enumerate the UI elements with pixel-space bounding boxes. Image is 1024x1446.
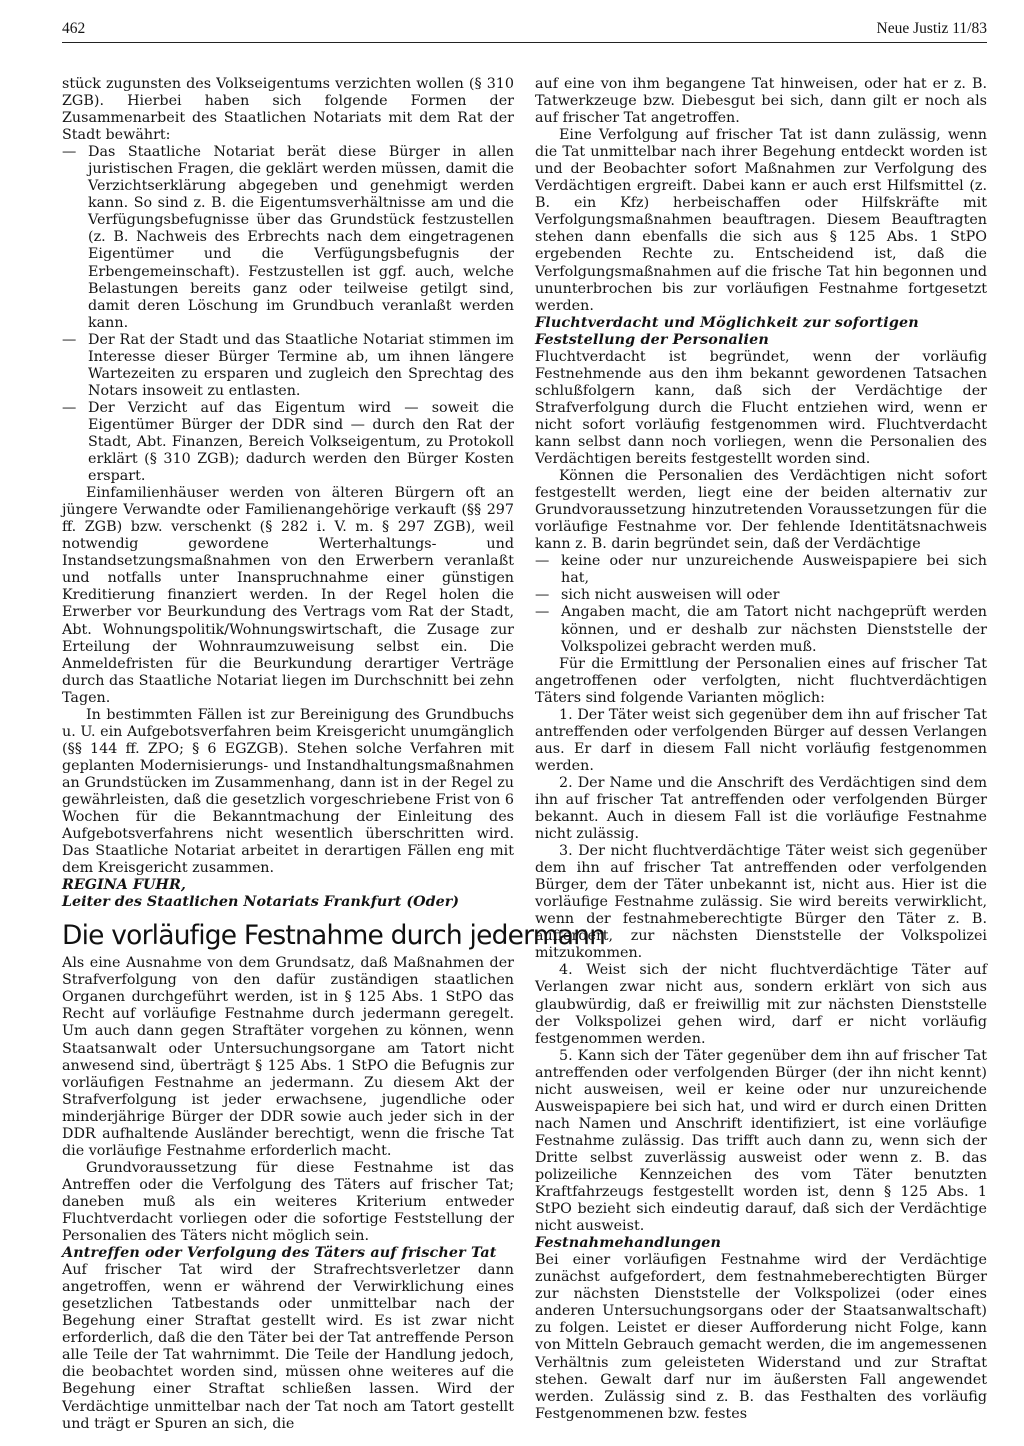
paragraph: Einfamilienhäuser werden von älteren Bürgern oft an jüngere Verwandte oder Familienangehörige verkauft (§§ 297 ff. ZGB) bzw. verschenkt (§ 282 i. V. m. § 297 ZGB), weil notwendig gewordene Werterhaltungs- und Instandsetzungsmaßnahmen von den Erwerbern veranlaßt und notfalls unter Inanspruchnahme einer günstigen Kreditierung finanziert werden. In der Regel holen die Erwerber vor Beurkundung des Vertrags vom Rat der Stadt, Abt. Wohnungspolitik/Wohnungswirtschaft, die Zusage zur Erteilung der Wohnraumzuweisung selbst ein. Die Anmeldefristen für die Beurkundung derartiger Verträge durch das Staatliche Notariat liegen im Durchschnitt bei zehn Tagen. (62, 485, 514, 706)
section-subheading: Festnahmehandlungen (535, 1235, 722, 1252)
paragraph: Können die Personalien des Verdächtigen nicht sofort festgestellt werden, liegt eine der beiden alternativ zur Grundvoraussetzung hinzutretenden Voraussetzungen für die vorläufige Festnahme vor. Der fehlende Identitätsnachweis kann z. B. darin begründet sein, daß der Verdächtige (535, 468, 987, 553)
dash-list-item (62, 400, 514, 485)
numbered-item: 2. Der Name und die Anschrift des Verdächtigen sind dem ihn auf frischer Tat antreffenden oder verfolgenden Bürger bekannt. Auch in diesem Fall ist die vorläufige Festnahme nicht zulässig. (535, 774, 987, 843)
numbered-item: 1. Der Täter weist sich gegenüber dem ihn auf frischer Tat antreffenden oder verfolgenden Bürger auf dessen Verlangen aus. Er darf in diesem Fall nicht vorläufig festgenommen werden. (535, 706, 987, 774)
left-column (62, 76, 606, 1433)
dash-item-text: Das Staatliche Notariat berät diese Bürger in allen juristischen Fragen, die geklärt werden müssen, damit die Verzichtserklärung abgegeben und genehmigt werden kann. So sind z. B. die Eigentumsverhältnisse am und die Verfügungsbefugnisse über das Grundstück festzustellen (z. B. Nachweis des Erbrechts nach dem eingetragenen Eigentümer und die Verfügungsbefugnis der Erbengemeinschaft). Festzustellen ist ggf. auch, welche Belastungen bereits ganz oder teilweise getilgt sind, damit deren Löschung im Grundbuch veranlaßt werden kann. (88, 144, 514, 331)
dash-list-item (535, 604, 987, 655)
numbered-item: 4. Weist sich der nicht fluchtverdächtige Täter auf Verlangen zwar nicht aus, sondern erklärt von sich aus glaubwürdig, daß er freiwillig mit zur nächsten Dienststelle der Volkspolizei gehen wird, darf er nicht vorläufig festgenommen werden. (535, 962, 987, 1047)
dash-item-text: Der Verzicht auf das Eigentum wird — soweit die Eigentümer Bürger der DDR sind — durch den Rat der Stadt, Abt. Finanzen, Bereich Volkseigentum, zu Protokoll erklärt (§ 310 ZGB); dadurch werden den Bürger Kosten erspart. (88, 399, 514, 485)
section-subheading: Fluchtverdacht und Möglichkeit zur sofortigen Feststellung der Personalien (535, 314, 919, 348)
dash-marker: — (62, 399, 77, 416)
numbered-item: 3. Der nicht fluchtverdächtige Täter weist sich gegenüber dem ihn auf frischer Tat antreffenden oder verfolgenden Bürger, dem der Täter unbekannt ist, nicht aus. Hier ist die vorläufige Festnahme zulässig. Sie wird bereits verwirklicht, wenn der festnahmeberechtigte Bürger den Täter z. B. auffordert, zur nächsten Dienststelle der Volkspolizei mitzukommen. (535, 843, 987, 962)
paragraph: auf eine von ihm begangene Tat hinweisen, oder hat er z. B. Tatwerkzeuge bzw. Diebesgut bei sich, dann gilt er noch als auf frischer Tat angetroffen. (535, 76, 987, 127)
numbered-item: 5. Kann sich der Täter gegenüber dem ihn auf frischer Tat antreffenden oder verfolgenden Bürger (der ihn nicht kennt) nicht ausweisen, weil er keine oder nur unzureichende Ausweispapiere bei sich hat, und wird er durch einen Dritten nach Namen und Anschrift identifiziert, ist eine vorläufige Festnahme zulässig. Das trifft auch dann zu, wenn sich der Dritte selbst zuverlässig ausweist oder wenn z. B. das polizeiliche Kennzeichen des vom Täter benutzten Kraftfahrzeugs festgestellt worden ist, denn § 125 Abs. 1 StPO bezieht sich eindeutig darauf, daß sich der Verdächtige nicht ausweist. (535, 1047, 987, 1235)
right-column (535, 76, 987, 1423)
paragraph: Fluchtverdacht ist begründet, wenn der vorläufig Festnehmende aus den ihm bekannt gewordenen Tatsachen schlußfolgern kann, daß sich der Verdächtige der Strafverfolgung durch die Flucht entziehen wird, wenn er nicht sofort vorläufig festgenommen wird. Fluchtverdacht kann selbst dann noch vorliegen, wenn die Personalien des Verdächtigen bereits festgestellt worden sind. (535, 348, 987, 468)
paragraph: Auf frischer Tat wird der Strafrechtsverletzer dann angetroffen, wenn er während der Verwirklichung eines gesetzlichen Tatbestands oder unmittelbar nach der Begehung einer Straftat gestellt wird. Es ist zwar nicht erforderlich, daß die den Täter bei der Tat antreffende Person alle Teile der Tat wahrnimmt. Die Teile der Handlung jedoch, die beobachtet worden sind, müssen ohne weiteres auf die Begehung einer Straftat schließen lassen. Wird der Verdächtige unmittelbar nach der Tat noch am Tatort gestellt und trägt er Spuren an sich, die (62, 1262, 514, 1432)
section-subheading: Antreffen oder Verfolgung des Täters auf frischer Tat (62, 1245, 497, 1262)
page-number: 462 (62, 20, 86, 37)
dash-marker: — (535, 604, 550, 621)
dash-marker: — (62, 331, 77, 348)
article-title: Die vorläufige Festnahme durch jedermann (62, 920, 606, 952)
dash-list-item (62, 332, 514, 400)
dash-list-item (62, 144, 514, 332)
dash-list-item (535, 587, 987, 604)
paragraph: Bei einer vorläufigen Festnahme wird der Verdächtige zunächst aufgefordert, dem festnahmeberechtigten Bürger zur nächsten Dienststelle der Volkspolizei (oder eines anderen Untersuchungsorgans oder der Staatsanwaltschaft) zu folgen. Leistet er dieser Aufforderung nicht Folge, kann von Mitteln Gebrauch gemacht werden, die im angemessenen Verhältnis zum geleisteten Widerstand und zur Straftat stehen. Gewalt darf nur im äußersten Fall angewendet werden. Zulässig sind z. B. das Festhalten des vorläufig Festgenommenen bzw. festes (535, 1252, 987, 1422)
paragraph: stück zugunsten des Volkseigentums verzichten wollen (§ 310 ZGB). Hierbei haben sich folgende Formen der Zusammenarbeit des Staatlichen Notariats mit dem Rat der Stadt bewährt: (62, 76, 514, 144)
dash-item-text: sich nicht ausweisen will oder (561, 587, 780, 604)
page-header (62, 12, 987, 38)
paragraph: Grundvoraussetzung für diese Festnahme ist das Antreffen oder die Verfolgung des Täters auf frischer Tat; daneben muß als ein weiteres Kriterium entweder Fluchtverdacht vorliegen oder die sofortige Feststellung der Personalien des Täters nicht möglich sein. (62, 1159, 514, 1245)
paragraph: Eine Verfolgung auf frischer Tat ist dann zulässig, wenn die Tat unmittelbar nach ihrer Begehung entdeckt worden ist und der Beobachter sofort Maßnahmen zur Verfolgung des Verdächtigen ergreift. Dabei kann er auch erst Hilfsmittel (z. B. ein Kfz) herbeischaffen oder Hilfskräfte mit Verfolgungsmaßnahmen beauftragen. Diesem Beauftragten stehen dann ebenfalls die sich aus § 125 Abs. 1 StPO ergebenden Rechte zu. Entscheidend ist, daß die Verfolgungsmaßnahmen auf die frische Tat hin begonnen und ununterbrochen bis zur vorläufigen Festnahme fortgesetzt werden. (535, 127, 987, 314)
dash-marker: — (535, 553, 550, 570)
header-rule (62, 42, 987, 43)
dash-item-text: Angaben macht, die am Tatort nicht nachgeprüft werden können, und er deshalb zur nächsten Dienststelle der Volkspolizei gebracht werden muß. (561, 604, 987, 655)
paragraph: In bestimmten Fällen ist zur Bereinigung des Grundbuchs u. U. ein Aufgebotsverfahren beim Kreisgericht unumgänglich (§§ 144 ff. ZPO; § 6 EGZGB). Stehen solche Verfahren mit geplanten Modernisierungs- und Instandhaltungsmaßnahmen an Grundstücken im Zusammenhang, dann ist in der Regel zu gewährleisten, daß die gesetzlich vorgeschriebene Frist von 6 Wochen für die Bekanntmachung der Einleitung des Aufgebotsverfahrens nicht wesentlich überschritten wird. Das Staatliche Notariat arbeitet in derartigen Fällen eng mit dem Kreisgericht zusammen. (62, 706, 514, 877)
journal-issue: Neue Justiz 11/83 (876, 20, 987, 37)
paragraph: Als eine Ausnahme von dem Grundsatz, daß Maßnahmen der Strafverfolgung von den dafür zuständigen staatlichen Organen durchgeführt werden, ist in § 125 Abs. 1 StPO das Recht auf vorläufige Festnahme durch jedermann geregelt. Um auch dann gegen Straftäter vorgehen zu können, wenn Staatsanwalt oder Untersuchungsorgane am Tatort nicht anwesend sind, überträgt § 125 Abs. 1 StPO die Befugnis zur vorläufigen Festnahme an jedermann. Zu diesem Akt der Strafverfolgung ist jeder erwachsene, jugendliche oder minderjährige Bürger der DDR sowie auch jeder sich in der DDR aufhaltende Ausländer berechtigt, wenn die frische Tat die vorläufige Festnahme erforderlich macht. (62, 955, 514, 1159)
dash-item-text: keine oder nur unzureichende Ausweispapiere bei sich hat, (561, 553, 987, 587)
dash-list-item (535, 553, 987, 587)
dash-marker: — (535, 587, 550, 604)
author-role: Leiter des Staatlichen Notariats Frankfurt (Oder) (62, 894, 459, 911)
dash-marker: — (62, 144, 77, 161)
author-name: REGINA FUHR, (62, 877, 186, 894)
paragraph: Für die Ermittlung der Personalien eines auf frischer Tat angetroffenen oder verfolgten, nicht fluchtverdächtigen Täters sind folgende Varianten möglich: (535, 655, 987, 706)
dash-item-text: Der Rat der Stadt und das Staatliche Notariat stimmen im Interesse dieser Bürger Termine ab, um ihnen längere Wartezeiten zu ersparen und zugleich den Sprechtag des Notars insoweit zu entlasten. (88, 331, 514, 399)
